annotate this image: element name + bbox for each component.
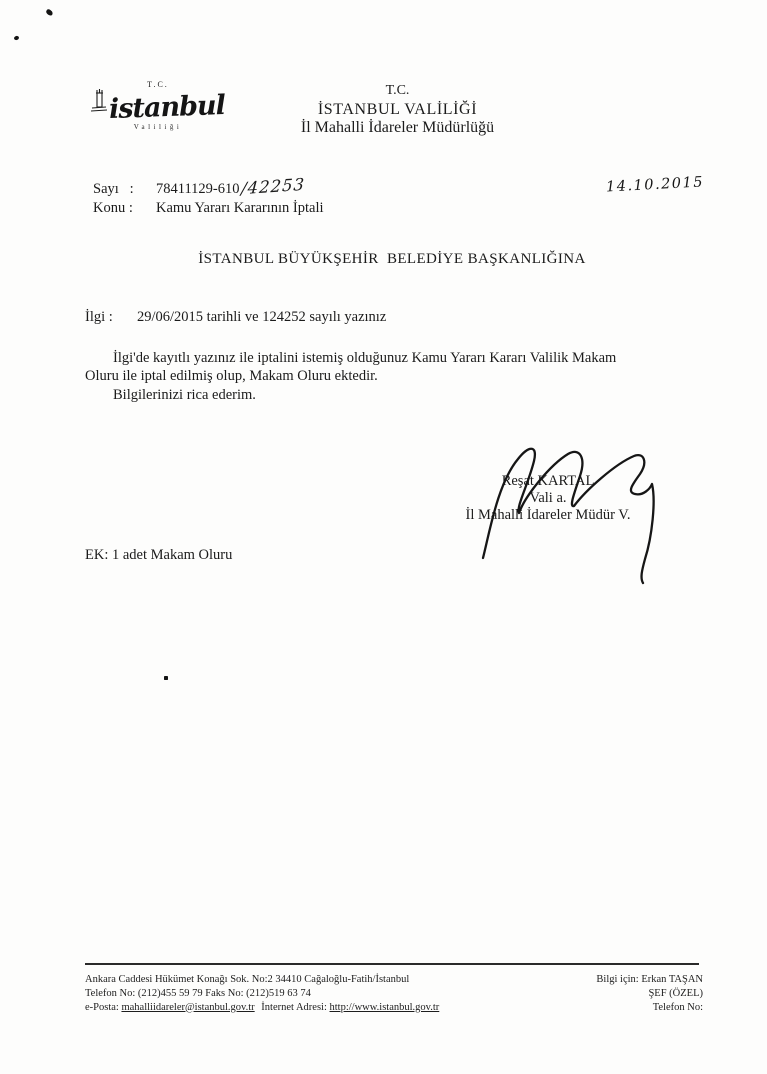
- reference-label: İlgi :: [85, 309, 113, 325]
- logo-script-text: istanbul: [108, 89, 226, 126]
- letterhead-titles: [240, 82, 555, 138]
- footer-url: http://www.istanbul.gov.tr: [329, 1001, 440, 1013]
- attachment-line: EK: 1 adet Makam Oluru: [85, 547, 233, 563]
- footer-address: Ankara Caddesi Hükümet Konağı Sok. No:2 34410 Cağaloğlu-Fatih/İstanbul: [85, 974, 410, 985]
- reference-line: [85, 309, 386, 326]
- scan-artifact: [164, 676, 168, 680]
- closing-line: Bilgilerinizi rica ederim.: [113, 386, 256, 403]
- body-line-2: Oluru ile iptal edilmiş olup, Makam Oluru ektedir.: [85, 368, 378, 385]
- footer-phones: Telefon No: (212)455 59 79 Faks No: (212)519 63 74: [85, 987, 311, 999]
- konu-row: [93, 199, 324, 218]
- footer-address-block: [85, 973, 439, 1014]
- sayi-number: 78411129-610: [156, 181, 240, 197]
- footer-divider: [85, 963, 699, 965]
- signature-scribble: [462, 425, 677, 595]
- valilik-logo: [88, 80, 228, 131]
- document-meta: [93, 174, 324, 217]
- body-paragraph: [85, 349, 705, 404]
- footer-email: mahalliidareler@istanbul.gov.tr: [121, 1001, 255, 1013]
- recipient-heading: İSTANBUL BÜYÜKŞEHİR BELEDİYE BAŞKANLIĞINA: [198, 251, 586, 267]
- konu-label: Konu :: [93, 199, 133, 216]
- scan-artifact: [45, 8, 54, 16]
- logo-sub-text: Valiliği: [133, 123, 183, 131]
- internet-label: İnternet Adresi:: [261, 1001, 327, 1013]
- letterhead-tc: T.C.: [385, 83, 410, 98]
- signer-title-2: İl Mahalli İdareler Müdür V.: [465, 507, 631, 523]
- footer-online-line: [85, 1001, 439, 1015]
- letterhead-mudurluk: İl Mahalli İdareler Müdürlüğü: [300, 119, 495, 136]
- body-line-1: İlgi'de kayıtlı yazınız ile iptalini istemiş olduğunuz Kamu Yararı Kararı Valilik Makam: [113, 350, 617, 366]
- tower-icon: [91, 89, 107, 120]
- sayi-label: Sayı :: [93, 181, 134, 197]
- footer-contact-name: Bilgi için: Erkan TAŞAN: [596, 974, 703, 985]
- footer-contact-title: ŞEF (ÖZEL): [648, 987, 703, 999]
- signer-name: Reşat KARTAL: [501, 473, 595, 489]
- scan-artifact: [13, 35, 19, 40]
- konu-value: Kamu Yararı Kararının İptali: [156, 199, 324, 216]
- handwritten-date: 14.10.2015: [605, 174, 705, 196]
- reference-value: 29/06/2015 tarihli ve 124252 sayılı yazınız: [137, 309, 387, 325]
- footer-contact-phone: Telefon No:: [652, 1001, 703, 1013]
- signer-title-1: Vali a.: [529, 490, 567, 506]
- letterhead-valilik: İSTANBUL VALİLİĞİ: [317, 100, 478, 118]
- logo-tc-text: T.C.: [147, 80, 169, 89]
- eposta-label: e-Posta:: [85, 1001, 119, 1013]
- footer-contact-block: [555, 973, 703, 1014]
- sayi-handwritten-number: /42253: [239, 174, 306, 199]
- sayi-row: [93, 174, 324, 199]
